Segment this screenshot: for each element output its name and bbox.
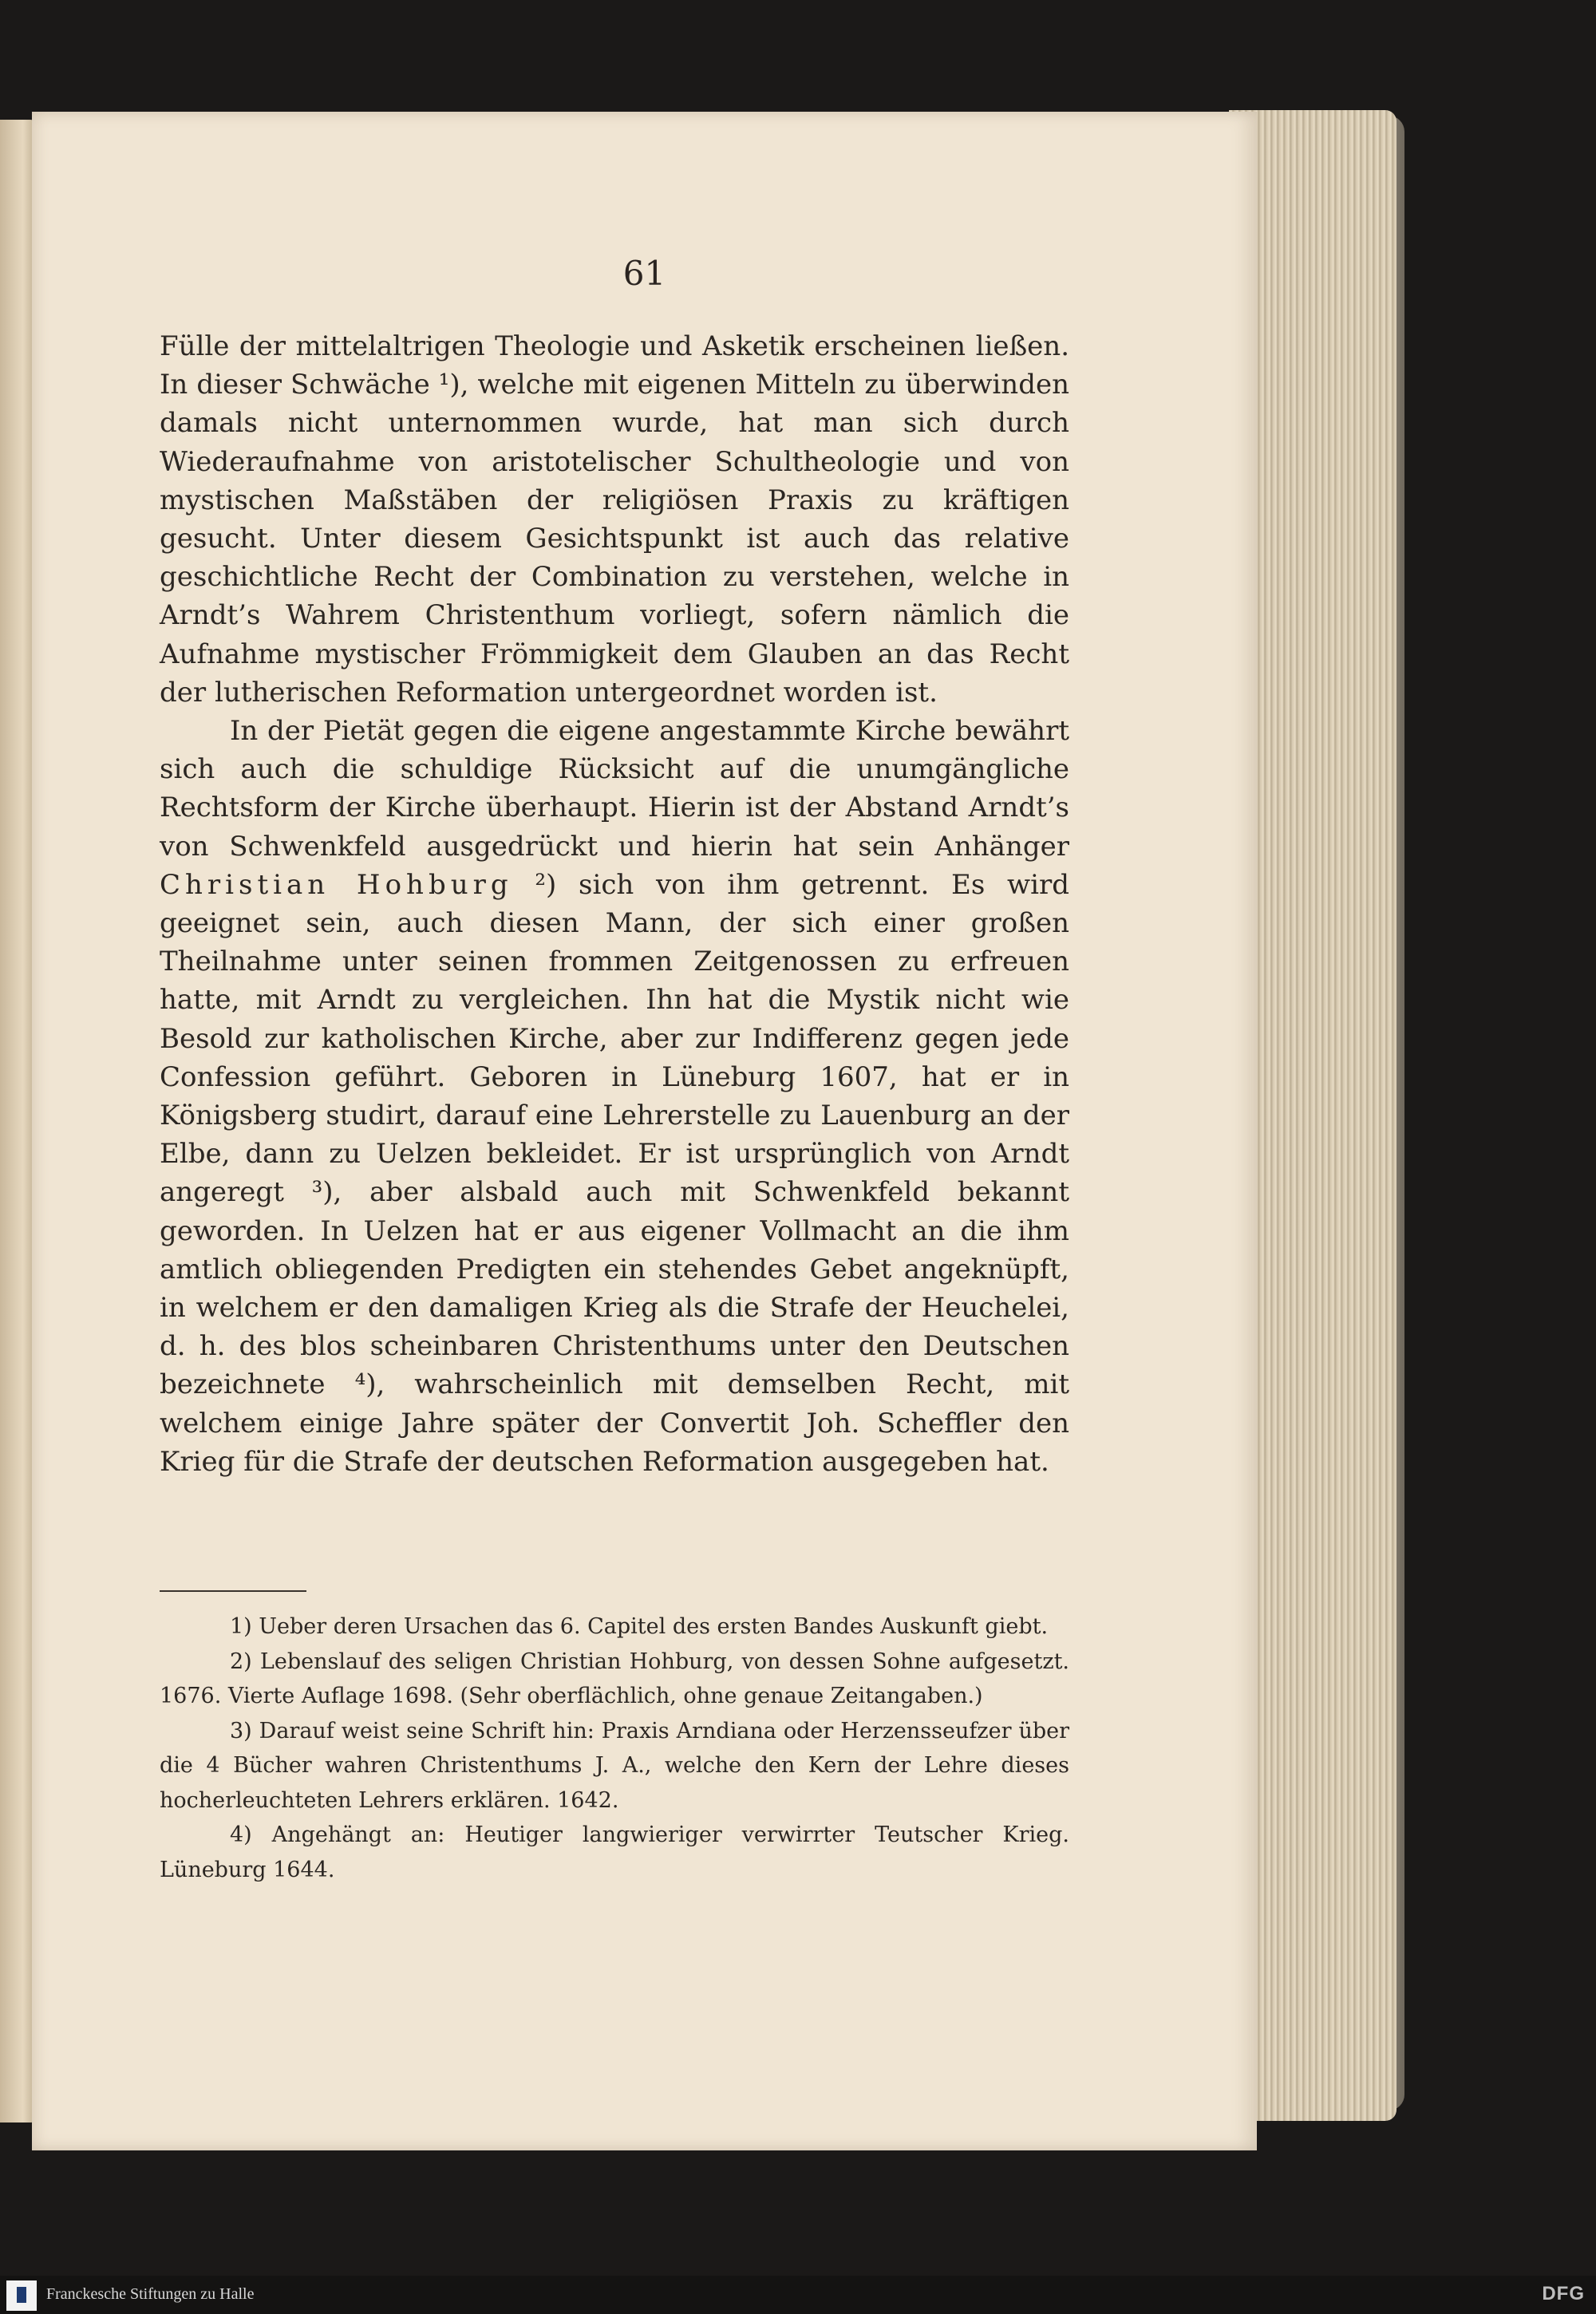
institution-name: Franckesche Stiftungen zu Halle [46,2285,255,2303]
text-segment: In der Pietät gegen die eigene angestammte Kirche bewährt sich auch die schuldige Rücksicht auf die unumgängliche Rechtsform der Kirche überhaupt. Hierin ist der Abstand Arndt’s von Schwenkfeld ausgedrückt und hierin hat sein Anhänger [160,715,1069,863]
page-number: 61 [622,254,666,293]
footnote: 4) Angehängt an: Heutiger langwieriger verwirrter Teutscher Krieg. Lüneburg 1644. [160,1822,1069,1882]
footnote: 1) Ueber deren Ursachen das 6. Capitel des ersten Bandes Auskunft giebt. [230,1614,1049,1639]
paragraph [160,327,1069,712]
footnotes [160,1609,1069,1887]
text-segment: Fülle der mittelaltrigen Theologie und Asketik erscheinen ließen. In dieser Schwäche ¹), welche mit eigenen Mitteln zu überwinden damals nicht unternommen wurde, hat man sich durch Wiederaufnahme von aristotelischer Schultheologie und von mystischen Maßstäben der religiösen Praxis zu kräftigen gesucht. Unter diesem Gesichtspunkt ist auch das relative geschichtliche Recht der Combination zu verstehen, welche in Arndt’s Wahrem Christenthum vorliegt, sofern nämlich die Aufnahme mystischer Frömmigkeit dem Glauben an das Recht der lutherischen Reformation untergeordnet worden ist. [160,330,1069,709]
funder-logo: DFG [1542,2283,1585,2304]
paragraph [160,712,1069,1481]
footnote: 3) Darauf weist seine Schrift hin: Praxis Arndiana oder Herzensseufzer über die 4 Bücher wahren Christenthums J. A., welche den Kern der Lehre dieses hocherleuchteten Lehrers erklären. 1642. [160,1718,1069,1813]
footnote: 2) Lebenslauf des seligen Christian Hohburg, von dessen Sohne aufgesetzt. 1676. Vierte Auflage 1698. (Sehr oberflächlich, ohne genaue Zeitangaben.) [160,1649,1069,1708]
institution-logo-icon [6,2280,37,2311]
body-text [160,327,1069,1481]
footnote-divider [160,1590,306,1592]
text-segment: ²) sich von ihm getrennt. Es wird geeignet sein, auch diesen Mann, der sich einer großen Theilnahme unter seinen frommen Zeitgenossen zu erfreuen hatte, mit Arndt zu vergleichen. Ihn hat die Mystik nicht wie Besold zur katholischen Kirche, aber zur Indifferenz gegen jede Confession geführt. Geboren in Lüneburg 1607, hat er in Königsberg studirt, darauf eine Lehrerstelle zu Lauenburg an der Elbe, dann zu Uelzen bekleidet. Er ist ursprünglich von Arndt angeregt ³), aber alsbald auch mit Schwenkfeld bekannt geworden. In Uelzen hat er aus eigener Vollmacht an die ihm amtlich obliegenden Predigten ein stehendes Gebet angeknüpft, in welchem er den damaligen Krieg als die Strafe der Heuchelei, d. h. des blos scheinbaren Christenthums unter den Deutschen bezeichnete ⁴), wahrscheinlich mit demselben Recht, mit welchem einige Jahre später der Convertit Joh. Scheffler den Krieg für die Strafe der deutschen Reformation ausgegeben hat. [160,868,1069,1478]
spaced-name: Christian Hohburg [160,868,513,901]
book-page [32,112,1257,2150]
viewer-footer [0,2276,1596,2314]
